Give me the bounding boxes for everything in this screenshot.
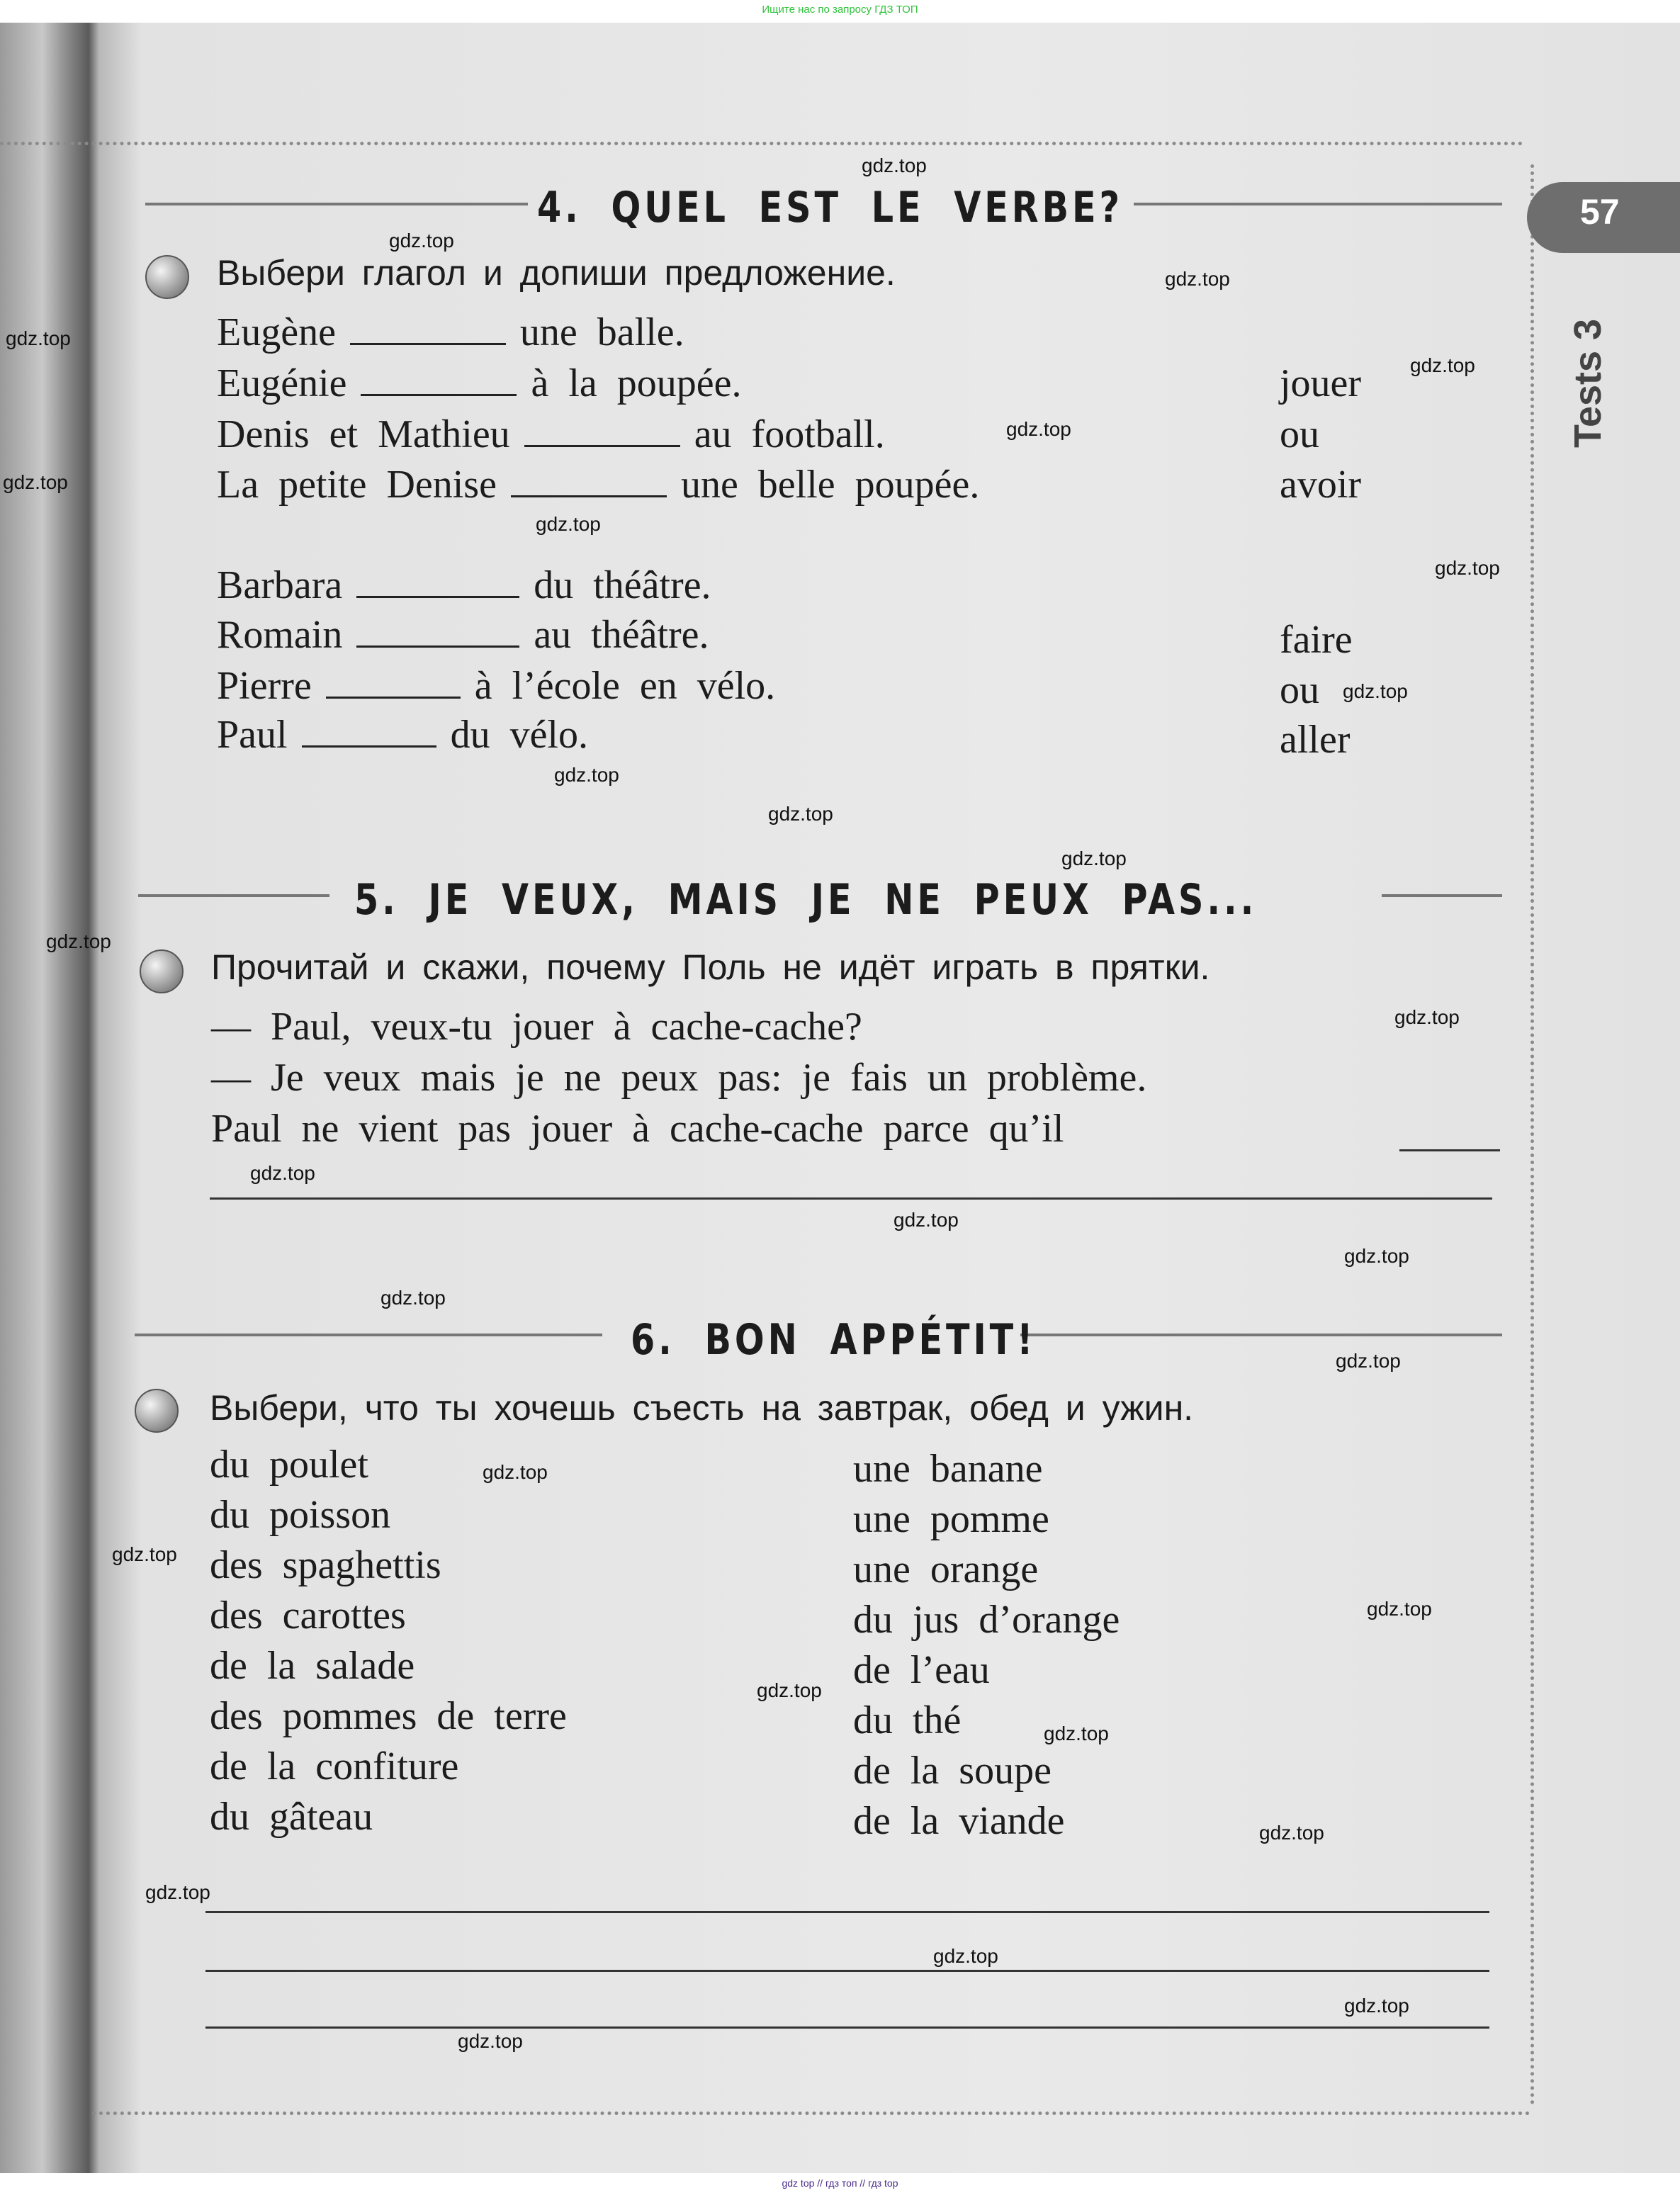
food-item: du gâteau — [210, 1795, 373, 1839]
answer-blank[interactable] — [1399, 1149, 1500, 1151]
section-4-instruction: Выбери глагол и допиши предложение. — [217, 253, 896, 293]
verb-choice: ou — [1280, 412, 1319, 456]
watermark: gdz.top — [46, 930, 111, 952]
dialogue-line: — Je veux mais je ne peux pas: je fais un problème. — [211, 1056, 1147, 1100]
verb-choice: jouer — [1280, 361, 1362, 405]
answer-blank[interactable] — [356, 617, 519, 648]
food-item: du poulet — [210, 1443, 368, 1487]
exercise-sentence — [217, 563, 711, 607]
verb-choice: ou — [1280, 668, 1319, 712]
food-item: une banane — [853, 1447, 1043, 1491]
watermark: gdz.top — [1394, 1006, 1460, 1028]
food-item: de la soupe — [853, 1749, 1052, 1793]
bullet-icon — [135, 1389, 179, 1433]
watermark: gdz.top — [554, 764, 619, 786]
watermark: gdz.top — [145, 1881, 210, 1903]
section-5-title: 5. JE VEUX, MAIS JE NE PEUX PAS... — [354, 875, 1258, 925]
exercise-sentence — [217, 463, 979, 507]
food-item: de la viande — [853, 1799, 1065, 1843]
food-item: du jus d’orange — [853, 1598, 1120, 1642]
search-banner: Ищите нас по запросу ГДЗ ТОП — [0, 0, 1680, 23]
heading-rule — [1382, 894, 1502, 897]
dotted-border — [1530, 164, 1534, 2106]
watermark: gdz.top — [1367, 1598, 1432, 1620]
sentence-end: du vélo. — [450, 713, 588, 757]
answer-line[interactable] — [205, 1970, 1489, 1972]
dialogue-line: — Paul, veux-tu jouer à cache-cache? — [211, 1005, 862, 1049]
heading-rule — [138, 894, 329, 897]
watermark: gdz.top — [768, 803, 833, 825]
food-item: de la salade — [210, 1644, 415, 1688]
sentence-start: Eugène — [217, 310, 336, 354]
section-6-title: 6. BON APPÉTIT! — [631, 1315, 1037, 1365]
answer-blank[interactable] — [511, 467, 667, 497]
food-item: des spaghettis — [210, 1543, 441, 1587]
sentence-start: Denis et Mathieu — [217, 412, 510, 456]
verb-choice: avoir — [1280, 463, 1362, 507]
watermark: gdz.top — [1435, 557, 1500, 579]
sentence-end: au football. — [694, 412, 885, 456]
sentence-start: Paul — [217, 713, 288, 757]
watermark: gdz.top — [933, 1945, 998, 1967]
exercise-sentence — [217, 310, 684, 354]
sentence-end: une balle. — [519, 310, 684, 354]
answer-line[interactable] — [210, 1197, 1492, 1200]
sentence-start: Eugénie — [217, 361, 347, 405]
watermark: gdz.top — [1061, 847, 1127, 869]
watermark: gdz.top — [1259, 1822, 1324, 1844]
bullet-icon — [140, 949, 184, 993]
sentence-start: La petite Denise — [217, 463, 497, 507]
sentence-end: au théâtre. — [534, 613, 709, 657]
sentence-end: une belle poupée. — [680, 463, 980, 507]
answer-blank[interactable] — [302, 717, 436, 748]
food-item: du thé — [853, 1698, 962, 1742]
sentence-start: Romain — [217, 613, 343, 657]
watermark: gdz.top — [483, 1461, 548, 1483]
heading-rule — [1134, 203, 1502, 205]
food-item: une pomme — [853, 1497, 1049, 1541]
sentence-start: Barbara — [217, 563, 343, 607]
watermark: gdz.top — [1006, 418, 1071, 440]
sentence-end: du théâtre. — [534, 563, 711, 607]
heading-rule — [135, 1334, 602, 1336]
answer-blank[interactable] — [350, 315, 506, 345]
section-5-instruction: Прочитай и скажи, почему Поль не идёт играть в прятки. — [211, 947, 1210, 987]
verb-choice: aller — [1280, 718, 1351, 762]
exercise-sentence — [217, 412, 885, 456]
side-tab-label: Tests 3 — [1567, 318, 1609, 448]
answer-blank[interactable] — [524, 417, 680, 447]
food-item: du poisson — [210, 1493, 391, 1537]
dotted-border — [92, 2112, 1530, 2115]
heading-rule — [1020, 1334, 1502, 1336]
exercise-sentence — [217, 664, 775, 708]
answer-line[interactable] — [205, 1911, 1489, 1913]
dotted-border — [0, 142, 1523, 145]
watermark: gdz.top — [380, 1287, 446, 1309]
food-item: de l’eau — [853, 1648, 990, 1692]
sentence-end: à l’école en vélo. — [474, 664, 776, 708]
food-item: des carottes — [210, 1594, 406, 1637]
watermark: gdz.top — [536, 513, 601, 535]
answer-line[interactable] — [205, 2026, 1489, 2029]
sentence-start: Pierre — [217, 664, 312, 708]
bullet-icon — [145, 255, 189, 299]
watermark: gdz.top — [1165, 268, 1230, 290]
sentence-end: à la poupée. — [531, 361, 742, 405]
exercise-sentence — [217, 613, 709, 657]
watermark: gdz.top — [893, 1209, 959, 1231]
watermark: gdz.top — [3, 471, 68, 493]
page-number: 57 — [1580, 192, 1620, 232]
watermark: gdz.top — [1344, 1245, 1409, 1267]
watermark: gdz.top — [1410, 354, 1475, 376]
watermark: gdz.top — [862, 154, 927, 176]
exercise-sentence — [217, 713, 588, 757]
watermark: gdz.top — [757, 1679, 822, 1701]
answer-blank[interactable] — [356, 568, 519, 598]
watermark: gdz.top — [1344, 1995, 1409, 2017]
answer-blank[interactable] — [326, 668, 461, 699]
food-item: des pommes de terre — [210, 1694, 567, 1738]
exercise-sentence — [217, 361, 741, 405]
food-item: de la confiture — [210, 1744, 459, 1788]
watermark: gdz.top — [1044, 1723, 1109, 1744]
dialogue-line: Paul ne vient pas jouer à cache-cache parce qu’il — [211, 1107, 1064, 1151]
heading-rule — [145, 203, 528, 205]
watermark: gdz.top — [250, 1162, 315, 1184]
section-4-title: 4. QUEL EST LE VERBE? — [537, 183, 1124, 232]
watermark: gdz.top — [1343, 680, 1408, 702]
watermark: gdz.top — [389, 230, 454, 252]
watermark: gdz.top — [1336, 1350, 1401, 1372]
watermark: gdz.top — [6, 327, 71, 349]
section-6-instruction: Выбери, что ты хочешь съесть на завтрак, обед и ужин. — [210, 1388, 1194, 1428]
watermark: gdz.top — [458, 2030, 523, 2052]
footer-links: gdz top // гдз топ // гдз top — [0, 2173, 1680, 2193]
answer-blank[interactable] — [361, 366, 517, 396]
verb-choice: faire — [1280, 618, 1353, 662]
food-item: une orange — [853, 1547, 1039, 1591]
watermark: gdz.top — [112, 1543, 177, 1565]
